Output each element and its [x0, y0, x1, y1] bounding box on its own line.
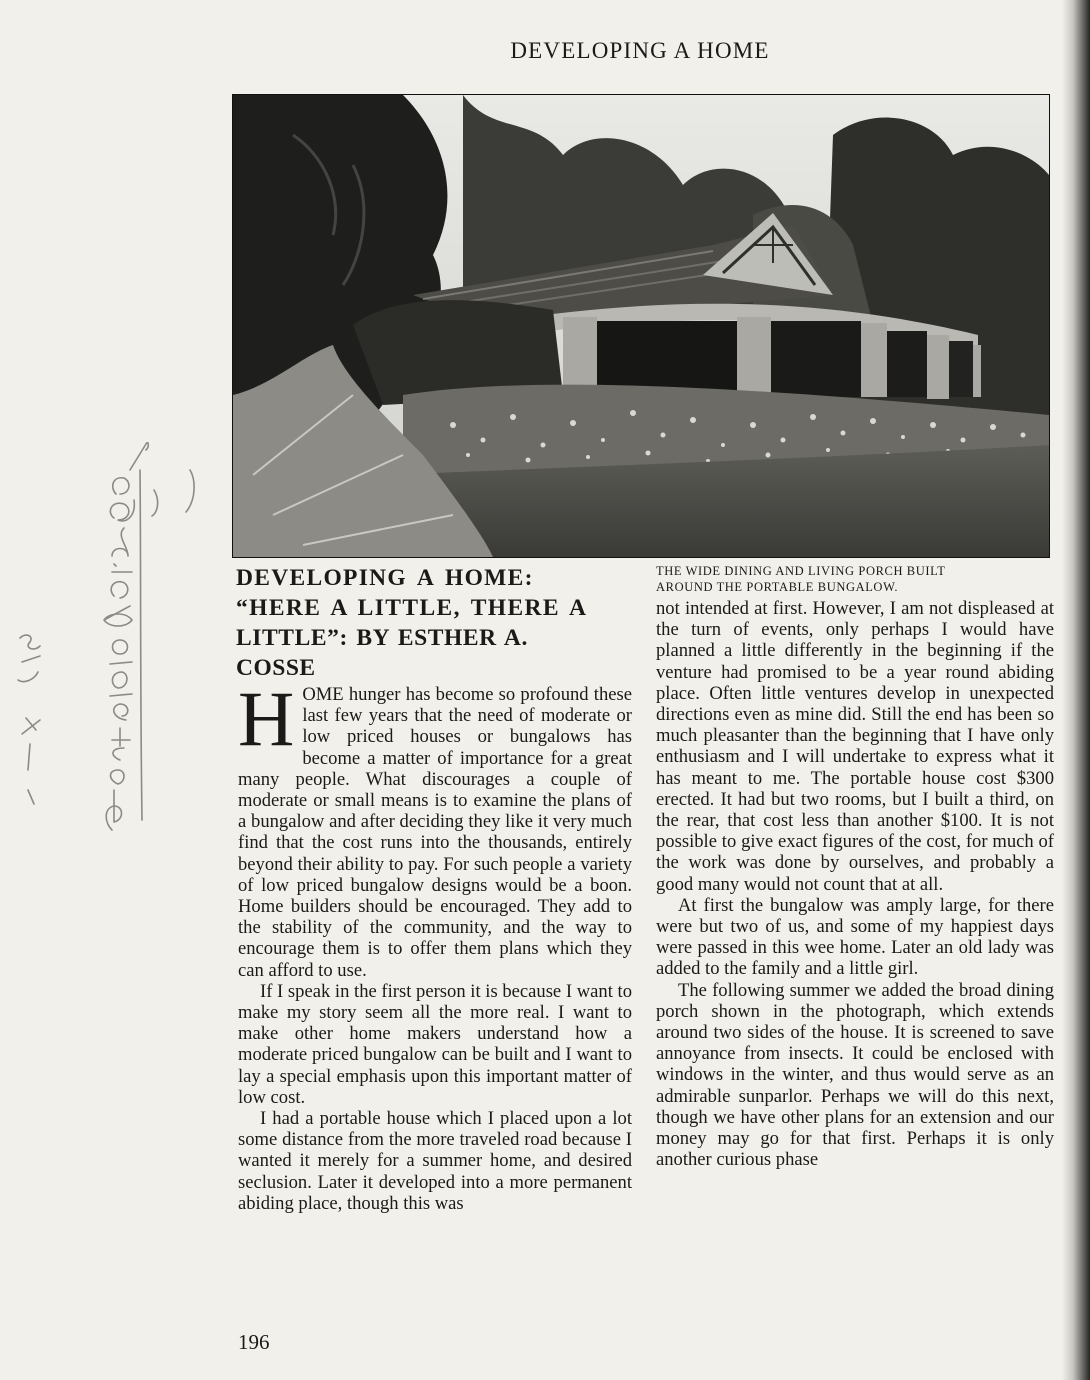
photo-caption — [656, 563, 1052, 595]
article-paragraph: not intended at first. However, I am not displeased at the turn of events, only perhaps I would have planned a little differently in the beginning if the venture had promised to be a year round abiding place. Often little ventures develop in unexpected directions even as mine did. Still the end has been so much pleasanter than the beginning that I have only enthusiasm and I will undertake to express what it has meant to me. The portable house cost $300 erected. It had but two rooms, but I built a third, on the rear, that cost less than another $100. It is not possible to give exact figures of the cost, for much of the work was done by ourselves, and probably a good many would not count that at all. — [656, 598, 1054, 895]
page-edge-shadow — [1062, 0, 1090, 1380]
photo-caption-line: AROUND THE PORTABLE BUNGALOW. — [656, 580, 899, 594]
article-right-column — [656, 598, 1054, 1170]
article-paragraph — [238, 675, 632, 981]
article-title — [236, 563, 636, 683]
running-head: DEVELOPING A HOME — [510, 38, 770, 63]
article-paragraph: The following summer we added the broad dining porch shown in the photograph, which extends around two sides of the house. It is screened to save annoyance from insects. It could be enclosed with windows in the winter, and thus would serve as an admirable sunparlor. Perhaps we will do this next, though we have other plans for an extension and our money may go for that first. Perhaps it is only another curious phase — [656, 979, 1054, 1171]
paragraph-text: OME hunger has become so profound these last few years that the need of moderate or low priced houses or bungalows has become a matter of importance for a great many people. What discourages a couple of moderate or small means is to examine the plans of a bungalow and after deciding they like it very much find that the cost runs into the thousands, entirely beyond their ability to pay. For such people a variety of low priced bungalow designs would be a boon. Home builders should be encouraged. They add to the stability of the community, and the way to encourage them is to offer them plans which they can afford to use. — [238, 684, 632, 981]
page-number: 196 — [238, 1330, 270, 1354]
handwritten-margin-note — [0, 0, 230, 1380]
article-paragraph: At first the bungalow was amply large, for there were but two of us, and some of my happiest days were passed in this wee home. Later an old lady was added to the family and a little girl. — [656, 894, 1054, 980]
article-title-line: DEVELOPING A HOME: — [236, 565, 534, 591]
bungalow-photograph — [232, 94, 1050, 558]
article-title-line: “HERE A LITTLE, THERE A — [236, 595, 588, 621]
article-paragraph: I had a portable house which I placed upon a lot some distance from the more traveled road because I wanted it merely for a summer home, and desired seclusion. Later it developed into a more permanent abiding place, though this was — [238, 1108, 632, 1214]
photo-caption-line: THE WIDE DINING AND LIVING PORCH BUILT — [656, 564, 946, 578]
drop-cap: H — [238, 675, 295, 762]
article-paragraph: If I speak in the first person it is because I want to make my story seem all the more real. I want to make other home makers understand how a moderate priced bungalow can be built and I want to lay a special emphasis upon this important matter of low cost. — [238, 980, 632, 1108]
article-title-line: LITTLE”: BY ESTHER A. — [236, 625, 528, 651]
article-title-line: COSSE — [236, 655, 316, 681]
article-left-column — [238, 675, 632, 1214]
